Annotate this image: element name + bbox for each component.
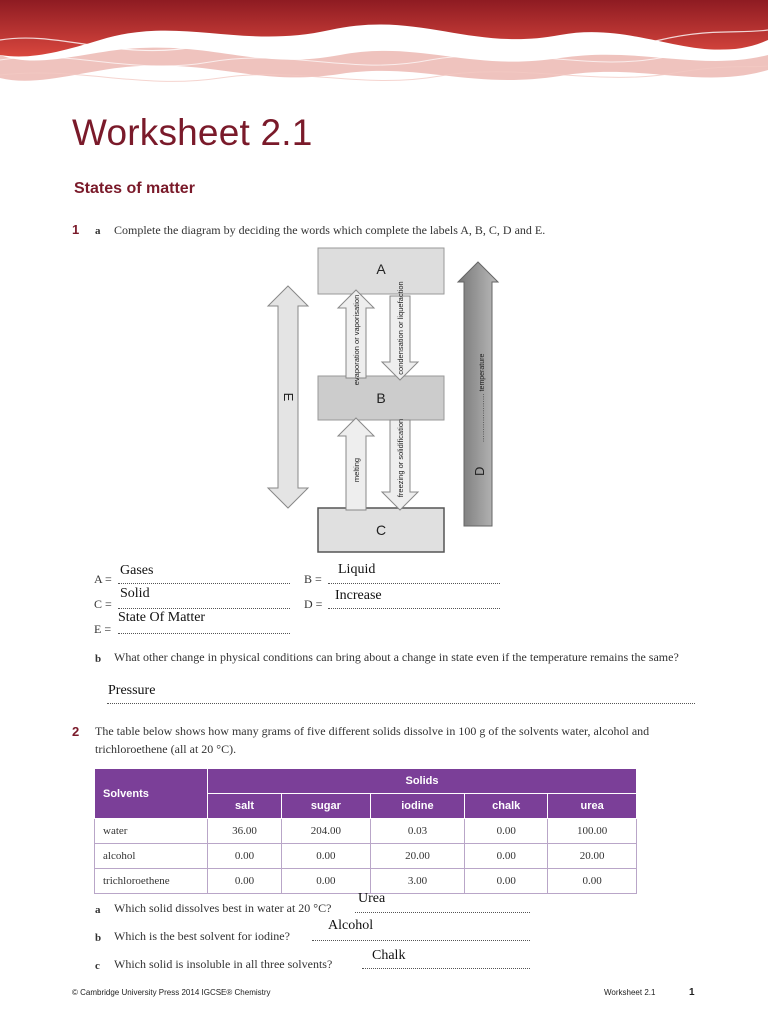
answer-1b-value: Pressure (108, 683, 156, 698)
answer-2a-value: Urea (358, 891, 386, 906)
table-col-urea: urea (548, 794, 637, 819)
table-cell: water (95, 819, 208, 844)
answer-d-value: Increase (335, 588, 382, 603)
answer-a-line (118, 583, 290, 584)
solubility-table (94, 768, 637, 894)
answer-2a-line (355, 912, 530, 913)
answer-d-label: D = (304, 597, 323, 611)
question-2a-letter: a (95, 904, 101, 916)
table-cell: 0.00 (208, 869, 282, 894)
table-col-sugar: sugar (282, 794, 371, 819)
table-cell: 0.00 (465, 844, 548, 869)
table-cell: 0.00 (465, 869, 548, 894)
answer-2c-line (362, 968, 530, 969)
table-cell: 0.00 (282, 844, 371, 869)
question-2c-letter: c (95, 960, 100, 972)
table-cell: 100.00 (548, 819, 637, 844)
table-row (95, 869, 637, 894)
answer-2b-value: Alcohol (328, 918, 374, 933)
answer-e-line (118, 633, 290, 634)
answer-2b-line (312, 940, 530, 941)
question-2-text: The table below shows how many grams of five different solids dissolve in 100 g of the solvents water, alcohol and trichloroethene (all at 20 °C). (95, 724, 650, 756)
table-cell: 0.03 (370, 819, 464, 844)
table-cell: 20.00 (548, 844, 637, 869)
freezing-label: freezing or solidification (396, 418, 405, 498)
answer-c-line (118, 608, 290, 609)
question-2-number: 2 (72, 724, 80, 739)
box-c-label: C (375, 522, 387, 538)
question-1a-letter: a (95, 225, 101, 237)
answer-c-value: Solid (120, 586, 150, 601)
table-col-salt: salt (208, 794, 282, 819)
table-col-iodine: iodine (370, 794, 464, 819)
table-cell: 3.00 (370, 869, 464, 894)
section-subtitle: States of matter (74, 180, 195, 197)
table-cell: trichloroethene (95, 869, 208, 894)
table-cell: 36.00 (208, 819, 282, 844)
question-2b-text: Which is the best solvent for iodine? (114, 929, 290, 943)
footer-page-number: 1 (689, 987, 695, 998)
table-col-chalk: chalk (465, 794, 548, 819)
arrow-e-label: E (281, 392, 296, 402)
answer-1b-line (107, 703, 695, 704)
question-2a-text: Which solid dissolves best in water at 20 °C? (114, 901, 332, 915)
table-row (95, 819, 637, 844)
table-cell: 0.00 (282, 869, 371, 894)
answer-e-label: E = (94, 622, 112, 636)
table-cell: 0.00 (548, 869, 637, 894)
table-cell: 204.00 (282, 819, 371, 844)
answer-e-value: State Of Matter (118, 610, 206, 625)
table-row (95, 844, 637, 869)
evaporation-label: evaporation or vaporisation (352, 294, 361, 386)
answer-b-line (328, 583, 500, 584)
table-cell: alcohol (95, 844, 208, 869)
melting-label: melting (352, 457, 361, 483)
table-cell: 0.00 (465, 819, 548, 844)
box-b-label: B (376, 390, 386, 406)
footer-worksheet: Worksheet 2.1 (604, 988, 656, 997)
header-wave-banner (0, 0, 768, 105)
question-2b-letter: b (95, 932, 102, 944)
answer-c-label: C = (94, 597, 112, 611)
table-header-solids: Solids (208, 769, 637, 794)
box-a-label: A (376, 261, 386, 277)
question-1b-letter: b (95, 653, 102, 665)
question-1b-text: What other change in physical conditions can bring about a change in state even if the temperature remains the same? (114, 650, 679, 664)
table-cell: 20.00 (370, 844, 464, 869)
answer-d-line (328, 608, 500, 609)
question-2c-text: Which solid is insoluble in all three solvents? (114, 957, 333, 971)
condensation-label: condensation or liquefaction (396, 281, 405, 375)
answer-a-label: A = (94, 572, 112, 586)
answer-b-label: B = (304, 572, 322, 586)
worksheet-title: Worksheet 2.1 (72, 112, 313, 153)
arrow-d-text: ………………… temperature (479, 353, 486, 443)
question-1-number: 1 (72, 222, 80, 237)
arrow-d (458, 262, 498, 526)
footer-copyright: © Cambridge University Press 2014 IGCSE® Chemistry (72, 988, 271, 997)
answer-2c-value: Chalk (372, 948, 406, 963)
table-cell: 0.00 (208, 844, 282, 869)
answer-b-value: Liquid (338, 562, 376, 577)
states-diagram (260, 240, 500, 560)
table-header-solvents: Solvents (95, 769, 208, 819)
question-1a-text: Complete the diagram by deciding the words which complete the labels A, B, C, D and E. (114, 223, 546, 237)
answer-a-value: Gases (120, 563, 154, 578)
arrow-d-letter: D (472, 466, 487, 476)
